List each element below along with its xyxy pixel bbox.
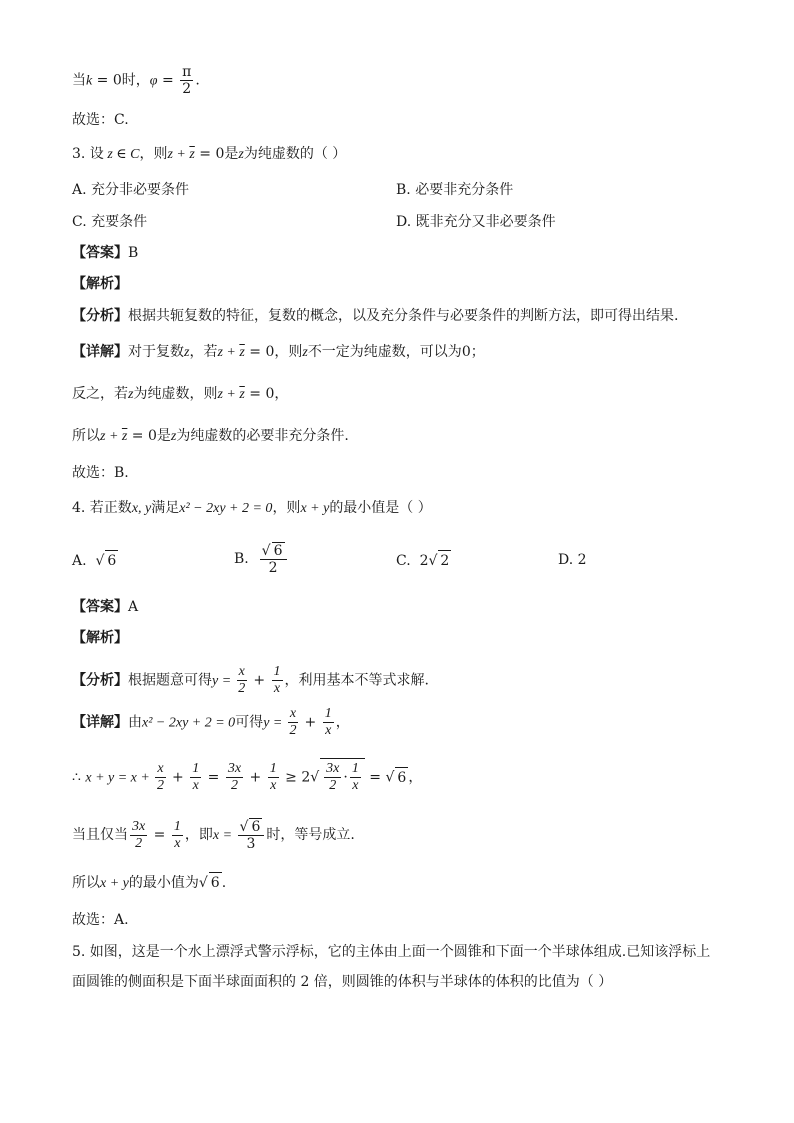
question-3-option-c: C. 充要条件 (72, 214, 148, 230)
analysis-3-heading: 【解析】 (72, 276, 128, 292)
question-4-option-d: D. 2 (558, 552, 587, 568)
analysis-4-summary: 【分析】根据题意可得y = $\frac{x}{2}$ + $\frac{1}{x}$ ，利用基本不等式求解. (72, 664, 429, 696)
detail-3-line-1: 【详解】对于复数z，若$z + \overline{z} = 0$，则z不一定为纯虚数，可以为0； (72, 344, 485, 360)
analysis-3-summary: 【分析】根据共轭复数的特征，复数的概念，以及充分条件与必要条件的判断方法，即可得出结果. (72, 308, 679, 324)
answer-4: 【答案】A (72, 599, 139, 615)
question-4-stem: 4. 若正数x, y满足x² − 2xy + 2 = 0，则x + y的最小值是（ ） (72, 500, 432, 516)
question-4-option-a: A. √ 6 (72, 550, 118, 571)
question-3-option-a: A. 充分非必要条件 (72, 182, 190, 198)
question-5-stem-line-2: 面圆锥的侧面积是下面半球面面积的 2 倍，则圆锥的体积与半球体的体积的比值为（ ） (72, 974, 613, 990)
answer-choice-line-3: 故选：B. (72, 465, 129, 481)
detail-3-line-3: 所以$z + \overline{z} = 0$是z为纯虚数的必要非充分条件. (72, 428, 349, 444)
text-line-k-zero: 当k = 0时，φ = $\frac{\pi}{2}$ . (72, 64, 200, 97)
answer-choice-line-4: 故选：A. (72, 912, 129, 928)
answer-3: 【答案】B (72, 245, 139, 261)
answer-choice-line: 故选：C. (72, 112, 129, 128)
question-3-stem: 3. 设 z ∈ C，则$z + \overline{z} = 0$是z为纯虚数的（ ） (72, 146, 347, 162)
question-5-stem-line-1: 5. 如图，这是一个水上漂浮式警示浮标，它的主体由上面一个圆锥和下面一个半球体组成.已知该浮标上 (72, 944, 711, 960)
analysis-4-heading: 【解析】 (72, 630, 128, 646)
question-4-option-b: B. $\frac{√ 6}{2}$ (234, 542, 289, 576)
detail-4-line-1: 【详解】由x² − 2xy + 2 = 0可得y = $\frac{x}{2}$ + $\frac{1}{x}$ ， (72, 706, 350, 738)
question-3-option-b: B. 必要非充分条件 (396, 182, 514, 198)
detail-4-inequality-chain: ∴ x + y = x + $\frac{x}{2}$ + $\frac{1}{x}$ = $\frac{3x}{2}$ + $\frac{1}{x}$ ≥ 2√ $\frac{3x}{2}$ · $\frac{1}{x}$ = √ 6 ， (72, 758, 422, 794)
fraction-pi-over-2: $\frac{\pi}{2}$ (182, 64, 192, 97)
question-4-option-c: C. 2√ 2 (396, 550, 451, 571)
detail-4-equality-condition: 当且仅当 $\frac{3x}{2}$ = $\frac{1}{x}$ ，即x = $\frac{√ 6}{3}$ 时，等号成立. (72, 818, 355, 852)
detail-3-line-2: 反之，若z为纯虚数，则$z + \overline{z} = 0$， (72, 386, 289, 402)
detail-4-minimum: 所以x + y的最小值为√ 6 . (72, 872, 226, 894)
question-3-option-d: D. 既非充分又非必要条件 (396, 214, 556, 230)
